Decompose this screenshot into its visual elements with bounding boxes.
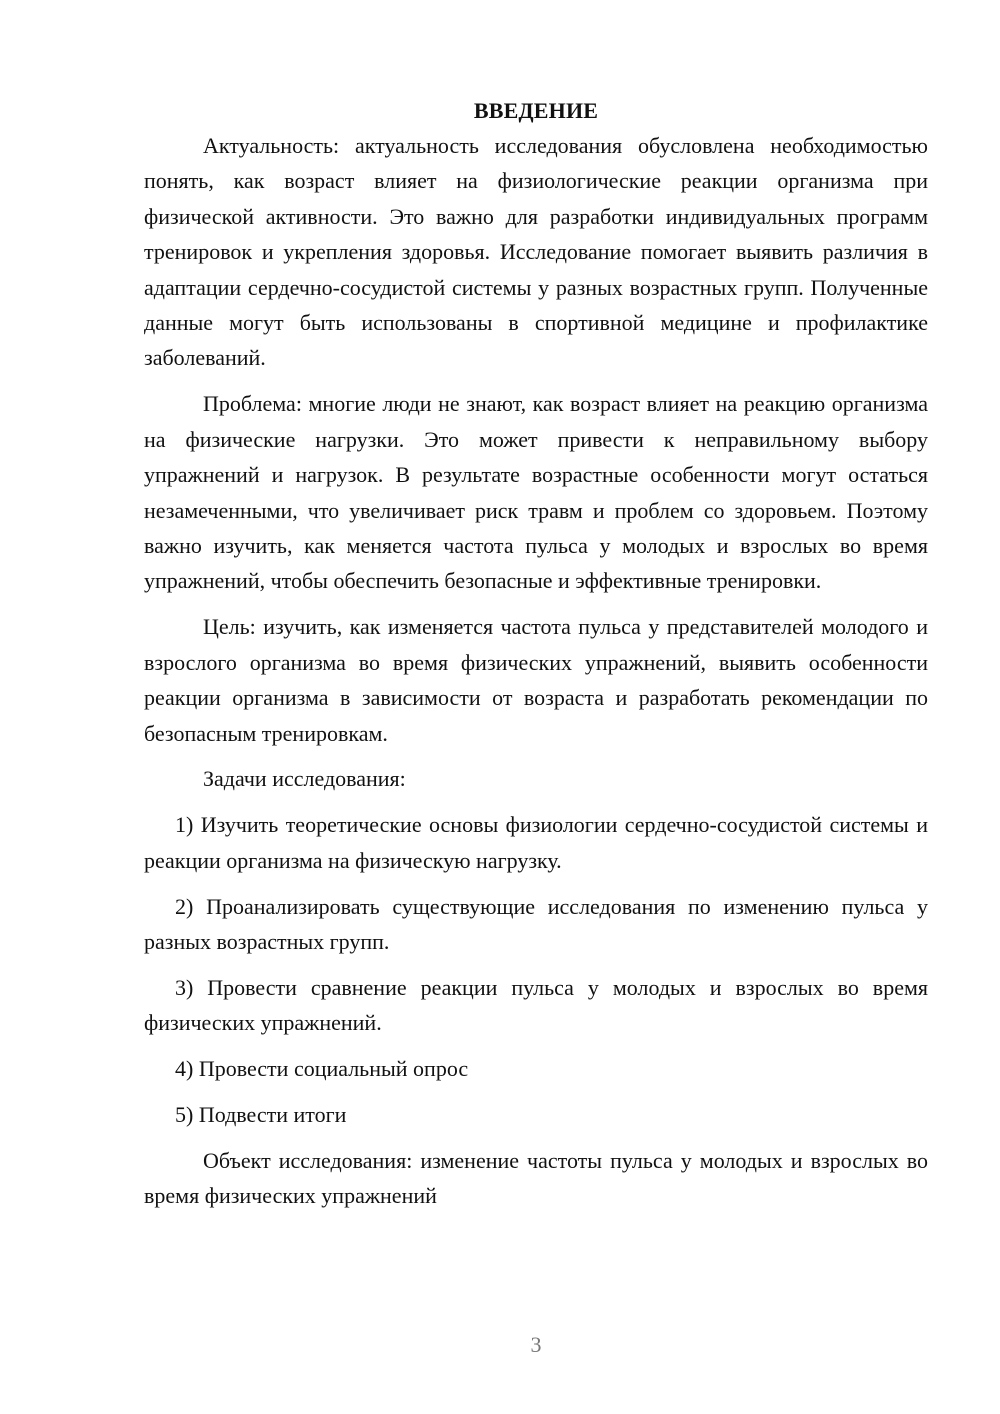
relevance-paragraph: Актуальность: актуальность исследования обусловлена необходимостью понять, как возраст влияет на физиологические реакции организма при физической активности. Это важно для разработки индивидуальных программ тренировок и укрепления здоровья. Исследование помогает выявить различия в адаптации сердечно-сосудистой системы у разных возрастных групп. Полученные данные могут быть использованы в спортивной медицине и профилактике заболеваний. <box>144 133 928 371</box>
task-item-5: 5) Подвести итоги <box>175 1102 347 1128</box>
task-item-1: 1) Изучить теоретические основы физиологии сердечно-сосудистой системы и реакции организма на физическую нагрузку. <box>144 812 928 873</box>
object-paragraph: Объект исследования: изменение частоты пульса у молодых и взрослых во время физических упражнений <box>144 1148 928 1209</box>
task-item-3: 3) Провести сравнение реакции пульса у молодых и взрослых во время физических упражнений. <box>144 974 928 1036</box>
tasks-label: Задачи исследования: <box>203 766 406 792</box>
problem-paragraph: Проблема: многие люди не знают, как возраст влияет на реакцию организма на физические нагрузки. Это может привести к неправильному выбору упражнений и нагрузок. В результате возрастные особенности могут остаться незамеченными, что увеличивает риск травм и проблем со здоровьем. Поэтому важно изучить, как меняется частота пульса у молодых и взрослых во время упражнений, чтобы обеспечить безопасные и эффективные тренировки. <box>144 391 928 594</box>
page-content <box>144 94 928 1224</box>
task-item-2: 2) Проанализировать существующие исследования по изменению пульса у разных возрастных групп. <box>144 893 928 955</box>
page-number: 3 <box>530 1332 542 1357</box>
goal-paragraph: Цель: изучить, как изменяется частота пульса у представителей молодого и взрослого организма во время физических упражнений, выявить особенности реакции организма в зависимости от возраста и разработать рекомендации по безопасным тренировкам. <box>144 614 928 746</box>
section-heading: ВВЕДЕНИЕ <box>473 98 599 123</box>
task-item-4: 4) Провести социальный опрос <box>175 1056 469 1082</box>
